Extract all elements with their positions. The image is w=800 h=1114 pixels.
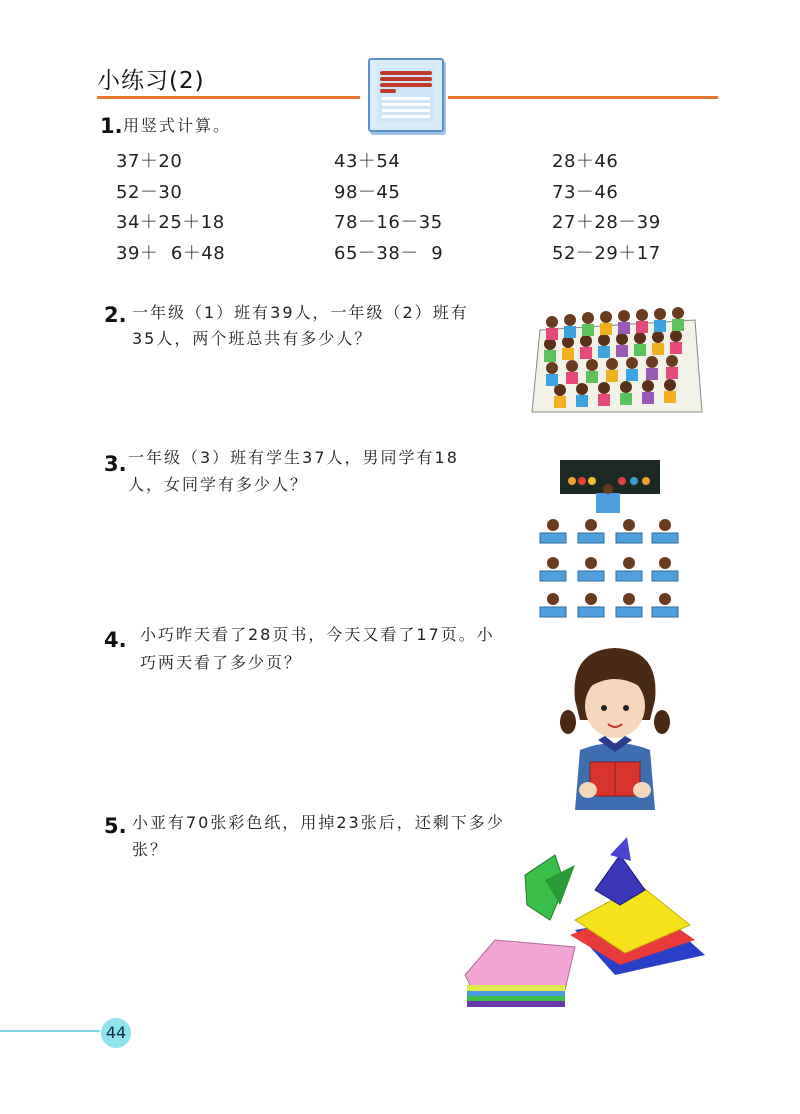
question-1-text: 用竖式计算。 (123, 116, 232, 135)
question-4-line-1: 小巧昨天看了28页书，今天又看了17页。小 (140, 625, 495, 644)
colored-paper-cranes-illustration (455, 835, 720, 1029)
page-number: 44 (101, 1018, 131, 1048)
question-2-line-2: 35人，两个班总共有多少人？ (132, 329, 373, 348)
expression: 39＋ 6＋48 (116, 243, 226, 264)
question-1-number: 1. (100, 114, 123, 138)
title-rule-right (448, 96, 718, 99)
expression: 28＋46 (552, 151, 619, 172)
expression: 52－30 (116, 182, 183, 203)
question-5-line-2: 张？ (132, 840, 169, 859)
expression: 65－38－ 9 (334, 243, 444, 264)
page-number-rule (0, 1030, 100, 1032)
question-4-line-2: 巧两天看了多少页？ (140, 653, 303, 672)
title-rule-left (97, 96, 360, 99)
expression: 34＋25＋18 (116, 212, 225, 233)
girl-reading-illustration (550, 640, 680, 814)
question-2-line-1: 一年级（1）班有39人，一年级（2）班有 (132, 303, 469, 322)
classroom-desks-illustration (530, 455, 690, 629)
expression: 78－16－35 (334, 212, 443, 233)
expression: 73－46 (552, 182, 619, 203)
question-2-number: 2. (104, 303, 127, 327)
question-3-line-1: 一年级（3）班有学生37人，男同学有18 (128, 448, 459, 467)
abacus-icon (368, 58, 444, 132)
expression: 98－45 (334, 182, 401, 203)
question-3-line-2: 人，女同学有多少人？ (128, 475, 309, 494)
expression: 52－29＋17 (552, 243, 661, 264)
question-5-number: 5. (104, 814, 127, 838)
classroom-crowd-illustration (530, 300, 705, 424)
section-title: 小练习(2) (97, 68, 205, 94)
question-3-number: 3. (104, 452, 127, 476)
question-4-number: 4. (104, 628, 127, 652)
expression: 43＋54 (334, 151, 401, 172)
expression: 37＋20 (116, 151, 183, 172)
expression: 27＋28－39 (552, 212, 661, 233)
question-5-line-1: 小亚有70张彩色纸，用掉23张后，还剩下多少 (132, 813, 505, 832)
